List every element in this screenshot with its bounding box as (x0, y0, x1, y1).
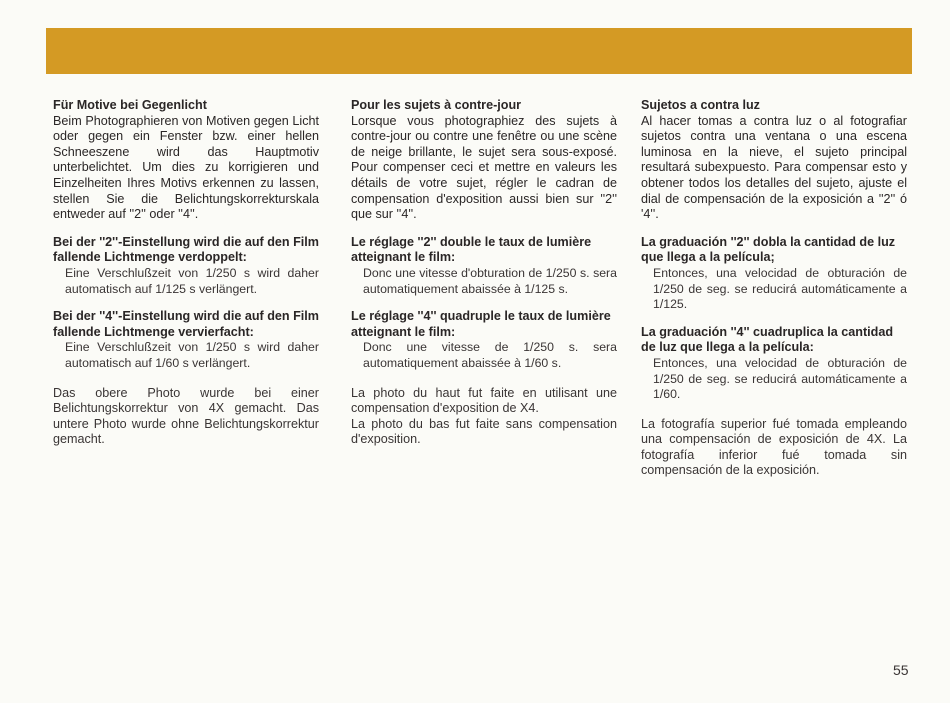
es-setting-4-section (641, 325, 907, 403)
fr-setting-4-section (351, 309, 617, 371)
german-column (53, 98, 319, 448)
de-setting-4-section (53, 309, 319, 371)
es-intro-section (641, 98, 907, 223)
de-setting-2-heading: Bei der ''2''-Einstellung wird die auf den Film fallende Lichtmenge verdoppelt: (53, 234, 319, 265)
de-setting-4-heading: Bei der ''4''-Einstellung wird die auf den Film fallende Lichtmenge vervierfacht: (53, 309, 319, 339)
de-photo-note: Das obere Photo wurde bei einer Belichtungskorrektur von 4X gemacht. Das untere Photo wurde ohne Belichtungskorrektur gemacht. (53, 385, 319, 447)
es-setting-2-heading: La graduación ''2'' dobla la cantidad de luz que llega a la película; (641, 234, 896, 265)
fr-title: Pour les sujets à contre-jour (351, 98, 522, 112)
de-setting-2-section (53, 235, 319, 297)
es-intro: Al hacer tomas a contra luz o al fotografiar sujetos contra una ventana o una escena luminosa en la nieve, el sujeto principal resultará subexpuesto. Para compensar esto y obtener todos los detalles del sujeto, ajuste el dial de compensación de la exposición a ''2'' ó '4''. (641, 113, 907, 222)
es-setting-2-section (641, 235, 907, 313)
fr-photo-bottom-note: La photo du bas fut faite sans compensation d'exposition. (351, 416, 617, 447)
fr-setting-2-body: Donc une vitesse d'obturation de 1/250 s. sera automatiquement abaissée à 1/125 s. (363, 265, 617, 296)
page-number: 55 (893, 662, 909, 678)
de-intro-section (53, 98, 319, 223)
fr-intro: Lorsque vous photographiez des sujets à contre-jour ou contre une fenêtre ou une scène de neige brillante, le sujet sera sous-exposé. Pour compenser ceci et mettre en valeurs les détails de votre sujet, régler le cadran de compensation d'exposition aussi bien sur ''2'' que sur ''4''. (351, 113, 617, 222)
spanish-column (641, 98, 907, 479)
fr-photo-top-note: La photo du haut fut faite en utilisant une compensation d'exposition de X4. (351, 385, 617, 416)
de-intro: Beim Photographieren von Motiven gegen Licht oder gegen ein Fenster bzw. einer hellen Schneeszene wird das Hauptmotiv unterbelichtet. Um dies zu korrigieren und Einzelheiten Ihres Motivs erkennen zu lassen, stellen Sie die Belichtungskorrekturskala entweder auf ''2'' oder ''4''. (53, 113, 319, 222)
fr-setting-4-heading: Le réglage ''4'' quadruple le taux de lumière atteignant le film: (351, 309, 611, 339)
de-setting-2-body: Eine Verschlußzeit von 1/250 s wird daher automatisch auf 1/125 s verlängert. (65, 265, 319, 296)
es-title: Sujetos a contra luz (641, 98, 760, 112)
header-banner (46, 28, 912, 74)
es-photo-note: La fotografía superior fué tomada empleando una compensación de exposición de 4X. La fotografía inferior fué tomada sin compensación de la exposición. (641, 416, 907, 478)
es-setting-4-body: Entonces, una velocidad de obturación de 1/250 de seg. se reducirá automáticamente a 1/60. (653, 355, 907, 402)
fr-setting-2-heading: Le réglage ''2'' double le taux de lumière atteignant le film: (351, 234, 592, 265)
fr-setting-2-section (351, 235, 617, 297)
fr-intro-section (351, 98, 617, 223)
french-column (351, 98, 617, 448)
es-setting-2-body: Entonces, una velocidad de obturación de 1/250 de seg. se reducirá automáticamente a 1/125. (653, 265, 907, 312)
de-setting-4-body: Eine Verschlußzeit von 1/250 s wird daher automatisch auf 1/60 s verlängert. (65, 340, 319, 370)
es-setting-4-heading: La graduación ''4'' cuadruplica la cantidad de luz que llega a la película: (641, 324, 894, 355)
de-title: Für Motive bei Gegenlicht (53, 98, 207, 112)
fr-setting-4-body: Donc une vitesse de 1/250 s. sera automatiquement abaissée à 1/60 s. (363, 340, 617, 370)
